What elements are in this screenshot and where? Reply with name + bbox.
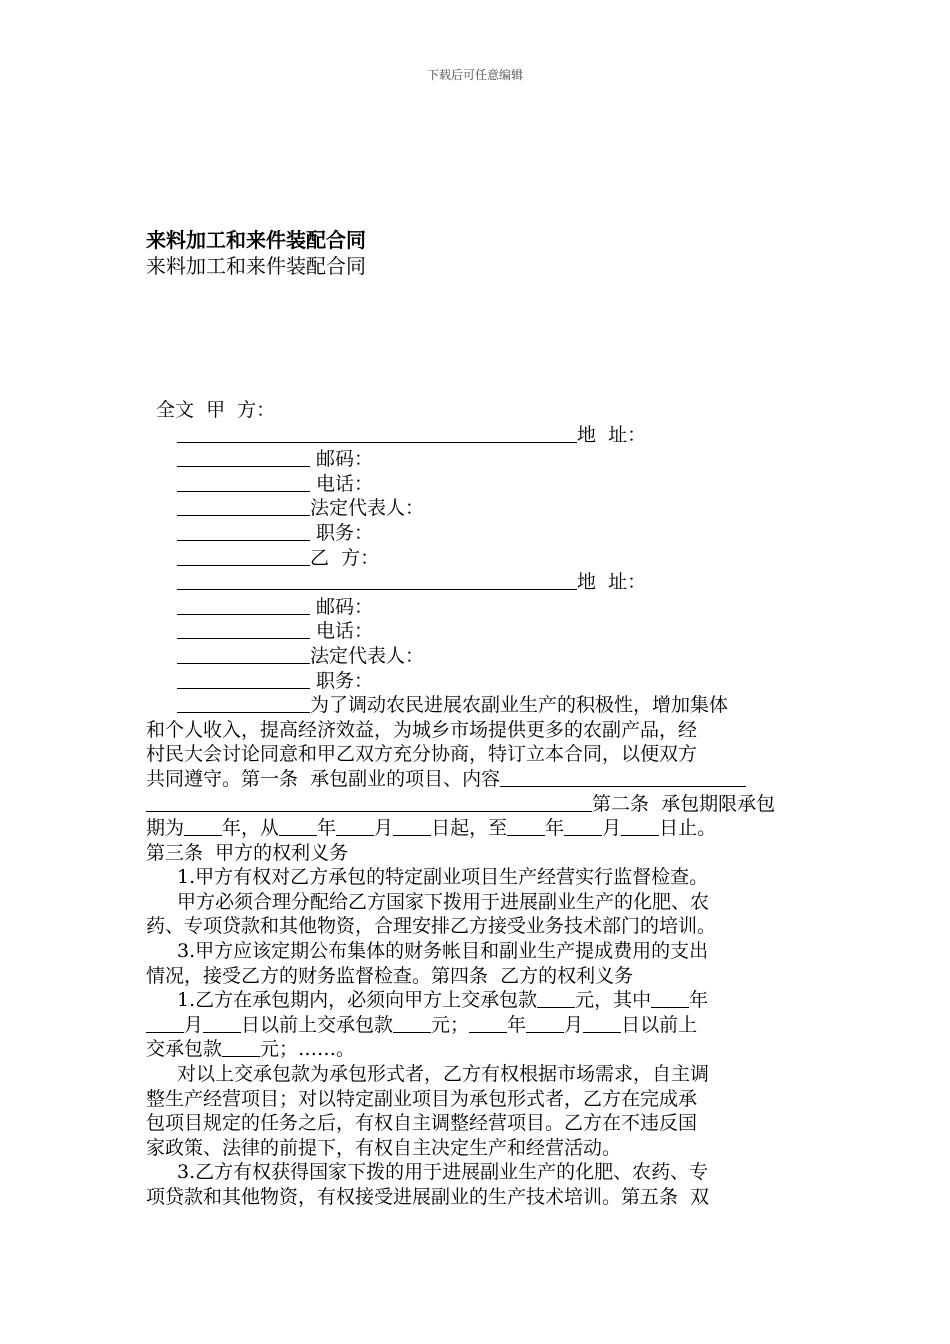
blank-line (583, 1014, 621, 1033)
text-segment: 年 (507, 1013, 527, 1036)
text-segment: 1.乙方在承包期内，必须向甲方上交承包款 (177, 989, 538, 1012)
party-a-postcode-label: 邮码： (310, 448, 374, 471)
article-3-item-2-cont: 药、专项贷款和其他物资，合理安排乙方接受业务技术部门的培训。 (146, 915, 717, 938)
party-a-phone-row (146, 472, 806, 497)
article-4-item-2-cont: 整生产经营项目；对以特定副业项目为承包形式者，乙方在完成承 (146, 1087, 698, 1110)
party-b-position-row (146, 669, 806, 694)
party-b-postcode-label: 邮码： (310, 595, 374, 618)
text-segment: 月 (564, 1013, 584, 1036)
text-segment: 年 (689, 989, 709, 1012)
text-segment: 年 (317, 817, 337, 840)
blank-line (177, 645, 310, 664)
document-title-bold: 来料加工和来件装配合同 (146, 228, 366, 252)
text-segment: 月 (374, 817, 394, 840)
blank-line (177, 473, 310, 492)
party-b-label: 乙 方： (310, 546, 380, 569)
blank-line (393, 817, 431, 836)
article-4-item-2: 对以上交承包款为承包形式者，乙方有权根据市场需求，自主调 (177, 1063, 710, 1086)
blank-line (146, 793, 592, 812)
text-segment: 第二条 承包期限承包 (592, 792, 776, 815)
party-b-label-row (146, 546, 806, 571)
party-b-position-label: 职务： (310, 669, 374, 692)
blank-line (177, 424, 577, 443)
blank-line (469, 1014, 507, 1033)
blank-line (526, 1014, 564, 1033)
blank-line (537, 989, 575, 1008)
article-4-item-3: 3.乙方有权获得国家下拨的用于进展副业生产的化肥、农药、专 (177, 1161, 709, 1184)
article-3-item-1: 1.甲方有权对乙方承包的特定副业项目生产经营实行监督检查。 (177, 866, 709, 889)
article-2-line (146, 792, 806, 817)
article-4-item-1-cont (146, 1013, 806, 1038)
blank-line (177, 448, 310, 467)
blank-line (393, 1014, 431, 1033)
party-b-legal-rep-label: 法定代表人： (310, 644, 425, 667)
blank-line (177, 670, 310, 689)
article-3-heading: 第三条 甲方的权利义务 (146, 841, 349, 864)
blank-line (500, 768, 746, 787)
blank-line (146, 1014, 184, 1033)
text-segment: 月 (184, 1013, 204, 1036)
blank-line (177, 620, 310, 639)
article-1-line (146, 767, 806, 792)
preamble-line (146, 693, 806, 718)
preamble-line: 村民大会讨论同意和甲乙双方充分协商，特订立本合同，以便双方 (146, 743, 698, 766)
blank-line (222, 1038, 260, 1057)
text-segment: 交承包款 (146, 1038, 223, 1061)
blank-line (564, 817, 602, 836)
text-segment: 月 (602, 817, 622, 840)
article-4-item-1 (146, 988, 806, 1013)
party-a-position-label: 职务： (310, 521, 374, 544)
text-segment: 元； (431, 1013, 470, 1036)
text-segment: 年 (545, 817, 565, 840)
text-segment: 日以前上交承包款 (241, 1013, 394, 1036)
blank-line (177, 694, 310, 713)
party-a-position-row (146, 521, 806, 546)
text-segment: 元，其中 (575, 989, 652, 1012)
party-b-postcode-row (146, 595, 806, 620)
article-4-item-1-cont (146, 1037, 806, 1062)
blank-line (184, 817, 222, 836)
party-a-postcode-row (146, 447, 806, 472)
term-line (146, 816, 806, 841)
party-a-label: 全文 甲 方： (156, 399, 276, 421)
blank-line (651, 989, 689, 1008)
blank-line (507, 817, 545, 836)
blank-line (279, 817, 317, 836)
text-segment: 元；……。 (260, 1038, 356, 1061)
article-3-item-3-cont: 情况，接受乙方的财务监督检查。第四条 乙方的权利义务 (146, 964, 634, 987)
blank-line (177, 547, 310, 566)
text-segment: 年，从 (222, 817, 280, 840)
party-a-address-label: 地 址： (577, 423, 647, 446)
party-a-phone-label: 电话： (310, 472, 374, 495)
article-3-item-3: 3.甲方应该定期公布集体的财务帐目和副业生产提成费用的支出 (177, 940, 709, 963)
party-a-legal-rep-label: 法定代表人： (310, 497, 425, 520)
party-b-legal-rep-row (146, 644, 806, 669)
article-4-item-3-cont: 项贷款和其他物资，有权接受进展副业的生产技术培训。第五条 双 (146, 1186, 710, 1208)
text-segment: 共同遵守。第一条 承包副业的项目、内容 (146, 767, 501, 790)
article-3-item-2: 甲方必须合理分配给乙方国家下拨用于进展副业生产的化肥、农 (177, 890, 710, 913)
preamble-line: 和个人收入，提高经济效益，为城乡市场提供更多的农副产品，经 (146, 718, 698, 741)
party-a-legal-rep-row (146, 496, 806, 521)
text-segment: 为了调动农民进展农副业生产的积极性，增加集体 (310, 694, 729, 717)
party-b-phone-label: 电话： (310, 620, 374, 643)
contract-body (146, 398, 806, 1210)
article-4-item-2-cont: 包项目规定的任务之后，有权自主调整经营项目。乙方在不违反国 (146, 1112, 698, 1135)
text-segment: 日以前上 (621, 1013, 698, 1036)
text-segment: 日起，至 (431, 817, 508, 840)
party-b-address-label: 地 址： (577, 571, 647, 594)
blank-line (177, 571, 577, 590)
article-4-item-2-cont: 家政策、法律的前提下，有权自主决定生产和经营活动。 (146, 1136, 622, 1159)
party-b-phone-row (146, 619, 806, 644)
party-b-address-row (146, 570, 806, 595)
page-header: 下载后可任意编辑 (426, 68, 523, 82)
blank-line (336, 817, 374, 836)
blank-line (203, 1014, 241, 1033)
blank-line (177, 497, 310, 516)
blank-line (177, 596, 310, 615)
blank-line (177, 522, 310, 541)
text-segment: 期为 (146, 817, 185, 840)
blank-line (621, 817, 659, 836)
document-title: 来料加工和来件装配合同 (146, 254, 366, 278)
text-segment: 日止。 (659, 817, 717, 840)
party-a-address-row (146, 423, 806, 448)
